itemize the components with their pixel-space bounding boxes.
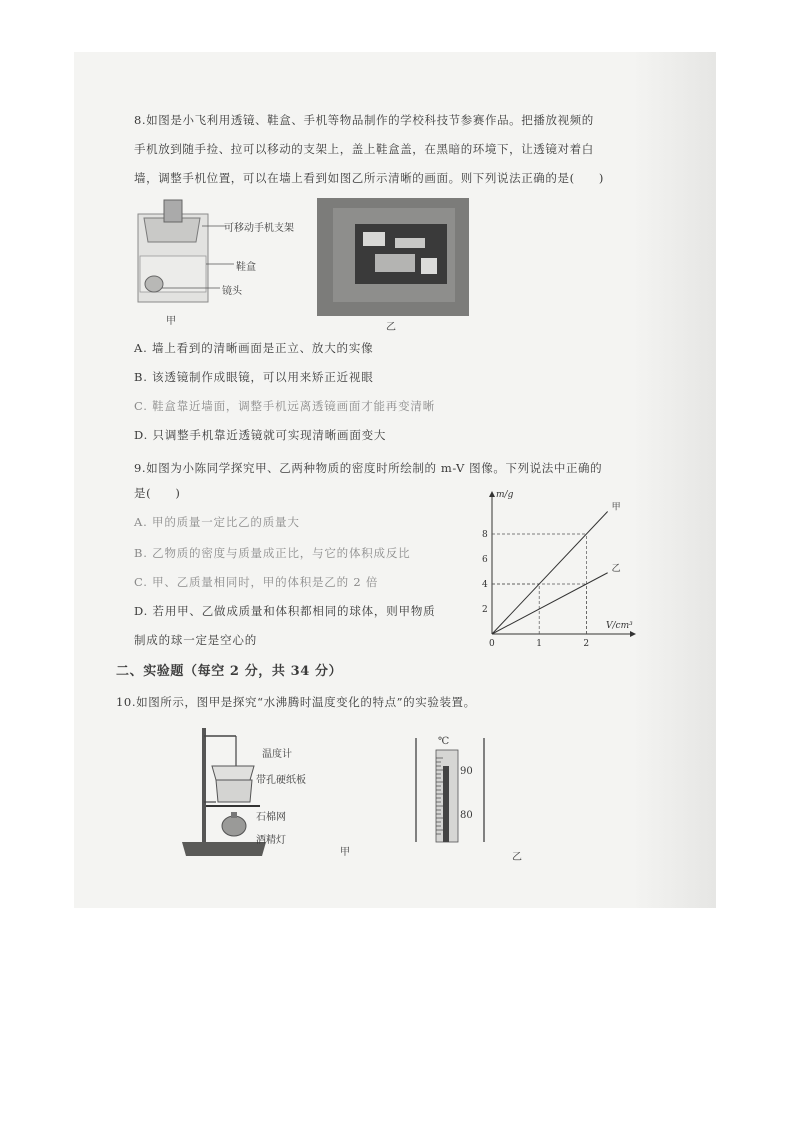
projected-highlight-1 [363, 232, 385, 246]
x-tick-label-1: 1 [536, 639, 542, 649]
q8-fig-yi-caption: 乙 [386, 322, 396, 333]
q8-figure-jia [130, 196, 280, 308]
cardboard-shape [212, 766, 254, 780]
q9-option-c: C. 甲、乙质量相同时，甲的体积是乙的 2 倍 [134, 575, 379, 589]
y-tick-label-8: 8 [482, 530, 488, 540]
label-shoebox: 鞋盒 [236, 262, 256, 273]
q10-figure-yi [410, 736, 490, 846]
y-tick-label-6: 6 [482, 555, 488, 565]
x-tick-label-2: 2 [583, 639, 590, 649]
projected-highlight-3 [375, 254, 415, 272]
phone-shape [164, 200, 182, 222]
section-2-heading: 二、实验题（每空 2 分，共 34 分） [116, 664, 343, 679]
q9-option-d-line-1: D. 若用甲、乙做成质量和体积都相同的球体，则甲物质 [134, 604, 436, 618]
lamp-wick-shape [231, 812, 237, 818]
q10-fig-jia-caption: 甲 [340, 847, 350, 858]
q8-figure-yi [317, 198, 469, 316]
q8-option-b: B. 该透镜制作成眼镜，可以用来矫正近视眼 [134, 370, 374, 384]
q8-fig-jia-caption: 甲 [166, 316, 176, 327]
q8-line-1: 8.如图是小飞利用透镜、鞋盒、手机等物品制作的学校科技节参赛作品。把播放视频的 [134, 113, 594, 127]
lens-shape [145, 276, 163, 292]
x-axis-arrow [630, 631, 636, 637]
alcohol-lamp-shape [222, 816, 246, 836]
series-label-1: 乙 [611, 563, 621, 574]
q8-option-c: C. 鞋盒靠近墙面，调整手机远离透镜画面才能再变清晰 [134, 399, 435, 413]
label-alcohol-lamp: 酒精灯 [256, 835, 286, 846]
x-tick-label-0: 0 [489, 639, 495, 649]
y-axis-label: m/g [496, 490, 514, 500]
thermometer-unit: ℃ [438, 736, 450, 747]
series-lines [492, 502, 621, 635]
x-axis-label: V/cm³ [606, 621, 633, 631]
liquid-column [443, 766, 449, 842]
q9-option-a: A. 甲的质量一定比乙的质量大 [134, 515, 300, 529]
q9-option-d-line-2: 制成的球一定是空心的 [134, 633, 257, 647]
y-tick-label-2: 2 [482, 605, 488, 615]
beaker-shape [216, 780, 252, 802]
label-cardboard: 带孔硬纸板 [256, 775, 306, 786]
y-tick-label-4: 4 [482, 580, 488, 590]
q9-line-1: 9.如图为小陈同学探究甲、乙两种物质的密度时所绘制的 m-V 图像。下列说法中正确的 [134, 461, 603, 475]
thermometer-tick-80: 80 [460, 810, 473, 821]
series-line-0 [492, 512, 608, 635]
label-lens: 镜头 [222, 286, 242, 297]
q8-option-d: D. 只调整手机靠近透镜就可实现清晰画面变大 [134, 428, 387, 442]
stand-base [182, 842, 266, 856]
q9-option-b: B. 乙物质的密度与质量成正比，与它的体积成反比 [134, 546, 411, 560]
q9-line-2: 是( ) [134, 486, 181, 500]
q10-line-1: 10.如图所示，图甲是探究“水沸腾时温度变化的特点”的实验装置。 [116, 695, 476, 709]
projected-highlight-4 [421, 258, 437, 274]
y-axis-arrow [489, 491, 495, 497]
q8-option-a: A. 墙上看到的清晰画面是正立、放大的实像 [134, 341, 374, 355]
stand-rod [202, 728, 206, 846]
q10-fig-yi-caption: 乙 [512, 852, 522, 863]
paper-shadow [632, 52, 716, 908]
label-thermometer: 温度计 [262, 749, 292, 760]
series-label-0: 甲 [611, 502, 621, 513]
q8-line-2: 手机放到随手捡、拉可以移动的支架上，盖上鞋盒盖，在黑暗的环境下，让透镜对着白 [134, 142, 594, 156]
q8-line-3: 墙，调整手机位置，可以在墙上看到如图乙所示清晰的画面。则下列说法正确的是( ) [134, 171, 604, 185]
thermometer-tick-90: 90 [460, 766, 473, 777]
label-gauze: 石棉网 [256, 812, 286, 823]
series-line-1 [492, 573, 608, 634]
m-v-chart [470, 488, 650, 658]
label-phone-holder: 可移动手机支架 [224, 223, 294, 234]
projected-highlight-2 [395, 238, 425, 248]
